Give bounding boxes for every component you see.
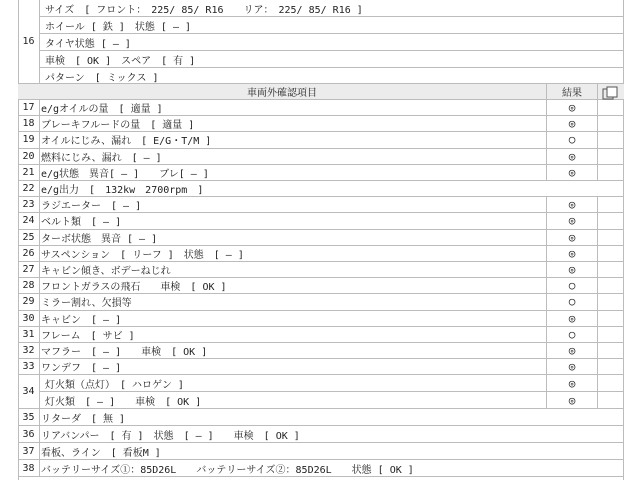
- item-number: 33: [18, 359, 40, 374]
- wheel-text: ホイール [ 鉄 ] 状態 [ ― ]: [45, 21, 192, 33]
- item-text: キャビン傾き、ボデーねじれ: [41, 266, 171, 278]
- result-mark: ◎: [546, 149, 598, 164]
- check-item-row: [18, 181, 624, 197]
- item-number: 37: [18, 443, 40, 459]
- item-number: 31: [18, 327, 40, 342]
- item-text: 看板、ライン [ 看板M ]: [41, 447, 161, 459]
- result-mark: ◎: [546, 359, 598, 374]
- item-text: ミラー割れ、欠損等: [41, 298, 132, 310]
- item-number: 26: [18, 246, 40, 261]
- item-text: フレーム [ サビ ]: [41, 330, 135, 342]
- result-mark: ◎: [546, 100, 598, 115]
- result-mark: ◎: [546, 262, 598, 277]
- check-item-row: [18, 100, 624, 116]
- tail-item-row: [18, 443, 624, 460]
- result-mark: ○: [546, 294, 598, 309]
- result-mark: ◎: [546, 230, 598, 245]
- inspection-spare-line: [40, 51, 624, 68]
- lights-line: [40, 392, 624, 409]
- lights-line: [40, 375, 624, 392]
- check-item-row: [18, 343, 624, 359]
- item-text: リアバンパー [ 有 ] 状態 [ ― ] 車検 [ OK ]: [41, 430, 300, 442]
- check-item-row: [18, 165, 624, 181]
- item-text: オイルにじみ、漏れ [ E/G・T/M ]: [41, 136, 212, 148]
- check-item-row: [18, 359, 624, 375]
- item-number: 27: [18, 262, 40, 277]
- check-item-row: [18, 149, 624, 165]
- item-number: 34: [18, 375, 40, 408]
- result-header: 結果: [546, 84, 598, 99]
- check-item-row: [18, 294, 624, 310]
- item-number: 35: [18, 409, 40, 425]
- item-text: ベルト類 [ ― ]: [41, 217, 122, 229]
- check-item-row: [18, 230, 624, 246]
- check-item-row: [18, 116, 624, 132]
- lights-text: 灯火類（点灯） [ ハロゲン ]: [45, 379, 184, 391]
- result-mark: ◎: [546, 311, 598, 326]
- pattern-text: パターン [ ミックス ]: [45, 72, 159, 84]
- pattern-line: [40, 68, 624, 84]
- result-mark: ◎: [546, 343, 598, 358]
- item-number: 25: [18, 230, 40, 245]
- item-number: 23: [18, 197, 40, 212]
- check-item-row: [18, 197, 624, 213]
- tire-condition-line: [40, 34, 624, 51]
- item-text: e/g状態 異音[ ― ] ブレ[ ― ]: [41, 168, 209, 180]
- result-mark: ◎: [546, 197, 598, 212]
- item-number: 28: [18, 278, 40, 293]
- item-text: フロントガラスの飛石 車検 [ OK ]: [41, 282, 227, 294]
- item-number: 22: [18, 181, 40, 196]
- tail-item-row: [18, 426, 624, 443]
- item-text: 燃料にじみ、漏れ [ ― ]: [41, 152, 162, 164]
- item-number: 36: [18, 426, 40, 442]
- item-number: 20: [18, 149, 40, 164]
- item-text: リターダ [ 無 ]: [41, 413, 126, 425]
- result-mark: ○: [546, 132, 598, 147]
- tire-size-line: [40, 0, 624, 17]
- result-mark: ◎: [546, 165, 598, 180]
- check-item-row: [18, 311, 624, 327]
- result-mark: ○: [546, 278, 598, 293]
- check-item-row: [18, 327, 624, 343]
- item-number: 24: [18, 213, 40, 228]
- item-number: 32: [18, 343, 40, 358]
- item-text: サスペンション [ リーフ ] 状態 [ ― ]: [41, 249, 244, 261]
- item-text: ブレーキフルードの量 [ 適量 ]: [41, 120, 195, 132]
- tire-block: [18, 0, 624, 84]
- tire-condition-text: タイヤ状態 [ ― ]: [45, 38, 131, 50]
- item-number: 29: [18, 294, 40, 309]
- section-title: 車両外確認項目: [247, 88, 317, 99]
- tail-item-row: [18, 460, 624, 477]
- check-item-row: [18, 278, 624, 294]
- check-item-row: [18, 132, 624, 148]
- item-number: 30: [18, 311, 40, 326]
- check-item-row: [18, 262, 624, 278]
- result-mark: ◎: [546, 246, 598, 261]
- item-text: ラジエーター [ ― ]: [41, 201, 142, 213]
- result-mark: ◎: [546, 116, 598, 131]
- check-item-row: [18, 213, 624, 229]
- item-number: 16: [18, 0, 40, 83]
- inspection-sheet: [18, 0, 624, 490]
- inspection-spare-text: 車検 [ OK ] スペア [ 有 ]: [45, 55, 196, 67]
- lights-text: 灯火類 [ ― ] 車検 [ OK ]: [45, 397, 202, 408]
- item-text: キャビン [ ― ]: [41, 314, 122, 326]
- item-text: バッテリーサイズ①：85D26L バッテリーサイズ②：85D26L 状態 [ OK ]: [41, 464, 414, 476]
- lights-block: [18, 375, 624, 409]
- copy-icon[interactable]: [602, 86, 618, 100]
- tail-item-row: [18, 409, 624, 426]
- result-mark: ○: [546, 327, 598, 342]
- item-text: ターボ状態 異音 [ ― ]: [41, 233, 158, 245]
- section-header: [18, 84, 624, 100]
- item-number: 38: [18, 460, 40, 476]
- item-text: e/g出力 [ 132kw 2700rpm ]: [41, 185, 204, 197]
- item-number: 21: [18, 165, 40, 180]
- item-number: 18: [18, 116, 40, 131]
- check-item-row: [18, 246, 624, 262]
- item-text: マフラー [ ― ] 車検 [ OK ]: [41, 347, 208, 359]
- result-mark: ◎: [546, 213, 598, 228]
- wheel-line: [40, 17, 624, 34]
- item-text: e/gオイルの量 [ 適量 ]: [41, 104, 163, 116]
- result-mark: ◎: [546, 392, 598, 409]
- tire-size-text: サイズ [ フロント： 225/ 85/ R16 リア： 225/ 85/ R16 ]: [45, 4, 363, 16]
- result-mark: ◎: [546, 375, 598, 391]
- item-number: 19: [18, 132, 40, 147]
- item-number: 17: [18, 100, 40, 115]
- item-text: ワンデフ [ ― ]: [41, 363, 122, 375]
